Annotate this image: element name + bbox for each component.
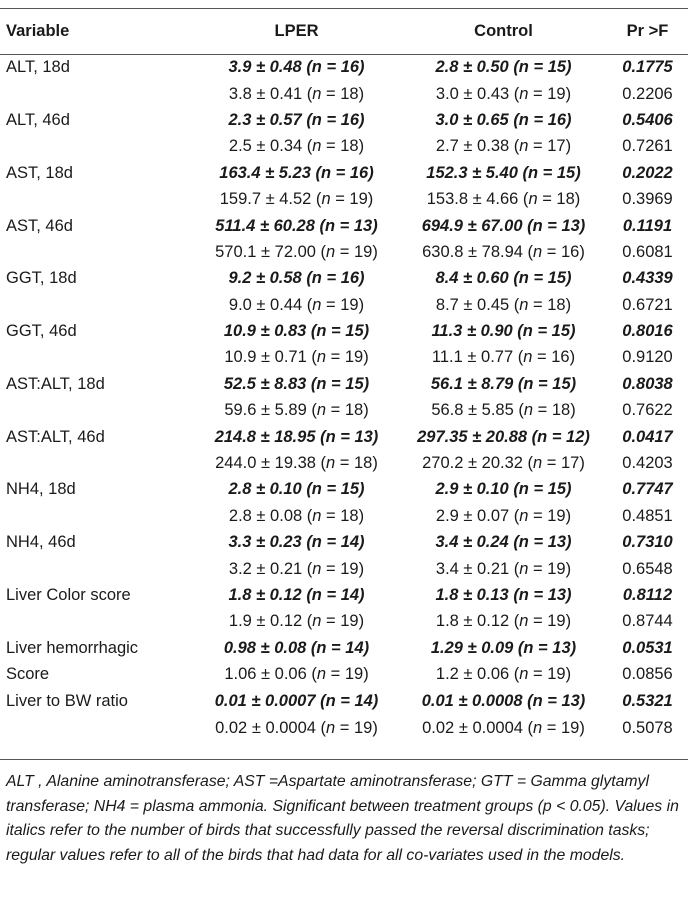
cell-control-count: = 19) — [528, 559, 572, 578]
cell-pr: 0.7747 — [622, 480, 673, 499]
cell-lper-count: = 18) — [321, 506, 365, 525]
cell-control-n: n — [523, 401, 534, 420]
cell-control-value: 1.8 ± 0.12 ( — [435, 612, 520, 631]
table-row — [0, 635, 688, 661]
table-row — [0, 450, 688, 476]
cell-control-count: = 18) — [537, 190, 581, 209]
cell-lper — [193, 556, 400, 582]
cell-variable: Liver Color score — [6, 586, 131, 604]
header-row — [0, 9, 688, 55]
table-row — [0, 477, 688, 503]
cell-lper-n: n — [326, 718, 336, 737]
cell-control: 2.9 ± 0.10 (n = 15) — [435, 480, 572, 499]
cell-lper-n: n — [316, 348, 327, 367]
cell-control: 56.1 ± 8.79 (n = 15) — [430, 374, 577, 393]
table-row — [0, 292, 688, 318]
cell-lper — [193, 661, 400, 687]
table-row — [0, 239, 688, 265]
cell-lper — [193, 609, 400, 635]
cell-control — [400, 609, 607, 635]
cell-control: 297.35 ± 20.88 (n = 12) — [417, 427, 590, 446]
cell-pr: 0.3969 — [622, 190, 673, 209]
cell-control-value: 11.1 ± 0.77 ( — [431, 348, 524, 367]
cell-lper-count: = 18) — [335, 454, 378, 473]
cell-lper: 2.8 ± 0.10 (n = 15) — [228, 480, 365, 499]
cell-pr: 0.6548 — [622, 559, 673, 578]
cell-lper-value: 10.9 ± 0.71 ( — [224, 348, 317, 367]
results-table — [0, 8, 688, 748]
cell-lper: 9.2 ± 0.58 (n = 16) — [228, 269, 365, 288]
cell-control-value: 3.4 ± 0.21 ( — [435, 559, 520, 578]
cell-lper-n: n — [312, 295, 322, 314]
cell-variable: NH4, 18d — [6, 480, 76, 499]
cell-lper-n: n — [312, 612, 322, 631]
cell-lper — [193, 345, 400, 371]
table-row — [0, 81, 688, 107]
cell-lper: 163.4 ± 5.23 (n = 16) — [219, 163, 374, 182]
cell-control-value: 2.9 ± 0.07 ( — [435, 506, 520, 525]
table-row — [0, 424, 688, 450]
cell-control-n: n — [519, 295, 529, 314]
cell-lper-value: 570.1 ± 72.00 ( — [215, 242, 327, 261]
table-row — [0, 530, 688, 556]
cell-lper-n: n — [321, 190, 331, 209]
cell-control-n: n — [528, 190, 538, 209]
cell-variable: ALT, 46d — [6, 110, 70, 129]
table-row — [0, 688, 688, 714]
cell-lper — [193, 239, 400, 265]
cell-control: 8.4 ± 0.60 (n = 15) — [435, 269, 572, 288]
cell-lper-value: 3.2 ± 0.21 ( — [228, 559, 313, 578]
cell-lper-n: n — [312, 559, 322, 578]
cell-lper-count: = 19) — [330, 190, 374, 209]
cell-lper: 2.3 ± 0.57 (n = 16) — [228, 110, 365, 129]
table-row — [0, 266, 688, 292]
cell-lper — [193, 398, 400, 424]
table-row — [0, 134, 688, 160]
cell-lper: 0.01 ± 0.0007 (n = 14) — [214, 691, 379, 710]
cell-control-value: 153.8 ± 4.66 ( — [426, 190, 529, 209]
cell-variable — [0, 503, 193, 529]
cell-control — [400, 450, 607, 476]
cell-pr: 0.7261 — [622, 137, 673, 156]
cell-lper-count: = 19) — [321, 612, 365, 631]
cell-variable — [0, 186, 193, 212]
cell-lper-value: 59.6 ± 5.89 ( — [224, 401, 317, 420]
cell-lper: 3.9 ± 0.48 (n = 16) — [228, 58, 365, 77]
cell-variable: NH4, 46d — [6, 533, 76, 552]
cell-lper-count: = 18) — [326, 401, 369, 420]
cell-pr: 0.9120 — [622, 348, 673, 367]
cell-pr: 0.5321 — [622, 691, 673, 710]
cell-lper: 0.98 ± 0.08 (n = 14) — [223, 638, 370, 657]
cell-lper: 52.5 ± 8.83 (n = 15) — [223, 374, 370, 393]
cell-lper — [193, 81, 400, 107]
cell-control — [400, 292, 607, 318]
cell-variable: GGT, 46d — [6, 322, 77, 341]
table-row — [0, 55, 688, 81]
table-row — [0, 318, 688, 344]
header-control: Control — [400, 9, 607, 55]
header-lper: LPER — [193, 9, 400, 55]
cell-control-count: = 18) — [528, 295, 572, 314]
cell-lper-count: = 18) — [321, 137, 365, 156]
table-row — [0, 107, 688, 133]
cell-control-value: 630.8 ± 78.94 ( — [422, 242, 534, 261]
cell-lper-value: 1.06 ± 0.06 ( — [224, 665, 317, 684]
cell-variable: Score — [6, 665, 50, 684]
cell-lper — [193, 503, 400, 529]
cell-control — [400, 556, 607, 582]
cell-variable — [0, 398, 193, 424]
cell-control — [400, 345, 607, 371]
cell-lper — [193, 134, 400, 160]
cell-lper-count: = 19) — [335, 242, 378, 261]
cell-control-n: n — [533, 718, 543, 737]
cell-lper: 1.8 ± 0.12 (n = 14) — [228, 586, 365, 604]
cell-control-n: n — [519, 612, 529, 631]
cell-pr: 0.5078 — [622, 718, 673, 737]
cell-control-n: n — [519, 137, 529, 156]
cell-control: 11.3 ± 0.90 (n = 15) — [431, 322, 576, 341]
cell-variable — [0, 81, 193, 107]
table-row — [0, 371, 688, 397]
cell-control-count: = 16) — [542, 242, 585, 261]
cell-lper-count: = 19) — [321, 295, 365, 314]
cell-variable: AST, 18d — [6, 163, 73, 182]
table-row — [0, 398, 688, 424]
cell-control-n: n — [523, 348, 533, 367]
cell-lper-value: 0.02 ± 0.0004 ( — [215, 718, 327, 737]
cell-pr: 0.0856 — [622, 665, 673, 684]
table-row — [0, 609, 688, 635]
cell-control-n: n — [519, 84, 529, 103]
cell-control — [400, 81, 607, 107]
table-row — [0, 556, 688, 582]
cell-lper-count: = 19) — [321, 559, 365, 578]
cell-control-count: = 19) — [528, 84, 572, 103]
cell-control-n: n — [533, 242, 543, 261]
cell-variable — [0, 450, 193, 476]
cell-variable — [0, 134, 193, 160]
cell-control: 3.4 ± 0.24 (n = 13) — [435, 533, 572, 552]
cell-lper-n: n — [316, 401, 327, 420]
cell-pr: 0.6081 — [622, 242, 673, 261]
table-row — [0, 186, 688, 212]
cell-pr: 0.4203 — [622, 454, 673, 473]
cell-control-value: 1.2 ± 0.06 ( — [435, 665, 520, 684]
footnote-divider — [0, 759, 688, 760]
cell-control-count: = 16) — [532, 348, 576, 367]
cell-lper-count: = 18) — [321, 84, 365, 103]
cell-lper-count: = 19) — [326, 665, 369, 684]
cell-control-value: 0.02 ± 0.0004 ( — [422, 718, 534, 737]
cell-control-value: 3.0 ± 0.43 ( — [435, 84, 520, 103]
cell-lper — [193, 714, 400, 748]
cell-pr: 0.4339 — [622, 269, 673, 288]
cell-lper-value: 159.7 ± 4.52 ( — [219, 190, 322, 209]
cell-lper-value: 2.5 ± 0.34 ( — [228, 137, 313, 156]
cell-variable: AST:ALT, 46d — [6, 427, 105, 446]
cell-control: 152.3 ± 5.40 (n = 15) — [426, 163, 581, 182]
cell-pr: 0.5406 — [622, 110, 673, 129]
cell-pr: 0.1191 — [622, 216, 673, 235]
header-pr: Pr >F — [607, 9, 688, 55]
cell-control: 2.8 ± 0.50 (n = 15) — [435, 58, 572, 77]
cell-variable — [0, 609, 193, 635]
table-footnote: ALT , Alanine aminotransferase; AST =Aspartate aminotransferase; GTT = Gamma glytamyl transferase; NH4 = plasma ammonia. Significant between treatment groups (p < 0.05). Values in italics refer to the number of birds that successfully passed the reversal discrimination tasks; regular values refer to all of the birds that had data for all co-variates used in the models. — [6, 773, 679, 864]
table-row — [0, 503, 688, 529]
table-row — [0, 714, 688, 748]
cell-control-n: n — [519, 665, 529, 684]
cell-pr: 0.0417 — [622, 427, 673, 446]
cell-pr: 0.8016 — [622, 322, 673, 341]
cell-control: 694.9 ± 67.00 (n = 13) — [421, 216, 586, 235]
cell-lper-value: 244.0 ± 19.38 ( — [215, 454, 327, 473]
cell-control-count: = 19) — [528, 506, 572, 525]
cell-lper-value: 2.8 ± 0.08 ( — [228, 506, 313, 525]
table-row — [0, 160, 688, 186]
cell-control — [400, 186, 607, 212]
cell-control — [400, 239, 607, 265]
cell-lper — [193, 450, 400, 476]
cell-control-count: = 18) — [533, 401, 576, 420]
cell-lper — [193, 292, 400, 318]
table-row — [0, 661, 688, 687]
cell-variable: AST, 46d — [6, 216, 73, 235]
cell-control-count: = 17) — [528, 137, 572, 156]
cell-control-n: n — [519, 506, 529, 525]
cell-control — [400, 714, 607, 748]
cell-lper-value: 3.8 ± 0.41 ( — [228, 84, 313, 103]
cell-control-count: = 17) — [542, 454, 585, 473]
cell-control-value: 2.7 ± 0.38 ( — [435, 137, 520, 156]
cell-control: 1.8 ± 0.13 (n = 13) — [435, 586, 572, 604]
cell-variable — [0, 556, 193, 582]
cell-lper-value: 1.9 ± 0.12 ( — [228, 612, 313, 631]
cell-variable: AST:ALT, 18d — [6, 374, 105, 393]
cell-lper-n: n — [326, 454, 336, 473]
cell-variable — [0, 345, 193, 371]
cell-control: 0.01 ± 0.0008 (n = 13) — [421, 691, 586, 710]
cell-pr: 0.1775 — [622, 58, 673, 77]
cell-pr: 0.8112 — [622, 586, 673, 604]
cell-pr: 0.2022 — [622, 163, 673, 182]
cell-control-count: = 19) — [528, 665, 572, 684]
cell-lper-n: n — [312, 84, 322, 103]
cell-pr: 0.0531 — [622, 638, 673, 657]
cell-control — [400, 398, 607, 424]
cell-lper-n: n — [312, 506, 322, 525]
cell-variable: GGT, 18d — [6, 269, 77, 288]
cell-lper-n: n — [316, 665, 327, 684]
cell-lper-value: 9.0 ± 0.44 ( — [228, 295, 313, 314]
cell-control — [400, 661, 607, 687]
cell-pr: 0.2206 — [622, 84, 673, 103]
cell-lper-count: = 19) — [335, 718, 378, 737]
cell-lper — [193, 186, 400, 212]
cell-lper: 3.3 ± 0.23 (n = 14) — [228, 533, 365, 552]
cell-pr: 0.6721 — [622, 295, 673, 314]
cell-control-value: 270.2 ± 20.32 ( — [422, 454, 534, 473]
cell-pr: 0.7622 — [622, 401, 673, 420]
cell-control: 1.29 ± 0.09 (n = 13) — [430, 638, 577, 657]
cell-control-count: = 19) — [542, 718, 585, 737]
table-row — [0, 345, 688, 371]
cell-control — [400, 134, 607, 160]
cell-variable — [0, 714, 193, 748]
cell-control-n: n — [533, 454, 543, 473]
cell-lper-count: = 19) — [326, 348, 369, 367]
cell-control: 3.0 ± 0.65 (n = 16) — [435, 110, 572, 129]
cell-pr: 0.8038 — [622, 374, 673, 393]
cell-variable — [0, 292, 193, 318]
cell-lper: 214.8 ± 18.95 (n = 13) — [214, 427, 379, 446]
cell-lper: 10.9 ± 0.83 (n = 15) — [223, 322, 370, 341]
cell-pr: 0.7310 — [622, 533, 673, 552]
cell-variable: Liver to BW ratio — [6, 691, 128, 710]
cell-pr: 0.8744 — [622, 612, 673, 631]
cell-control-n: n — [519, 559, 529, 578]
cell-control-value: 8.7 ± 0.45 ( — [435, 295, 520, 314]
cell-pr: 0.4851 — [622, 506, 673, 525]
header-variable: Variable — [0, 9, 193, 55]
table-row — [0, 582, 688, 608]
cell-control-count: = 19) — [528, 612, 572, 631]
cell-variable: Liver hemorrhagic — [6, 638, 139, 657]
cell-lper-n: n — [312, 137, 322, 156]
cell-variable — [0, 239, 193, 265]
cell-control — [400, 503, 607, 529]
cell-variable: ALT, 18d — [6, 58, 70, 77]
cell-lper: 511.4 ± 60.28 (n = 13) — [215, 216, 378, 235]
table-row — [0, 213, 688, 239]
cell-control-value: 56.8 ± 5.85 ( — [431, 401, 524, 420]
cell-lper-n: n — [326, 242, 336, 261]
